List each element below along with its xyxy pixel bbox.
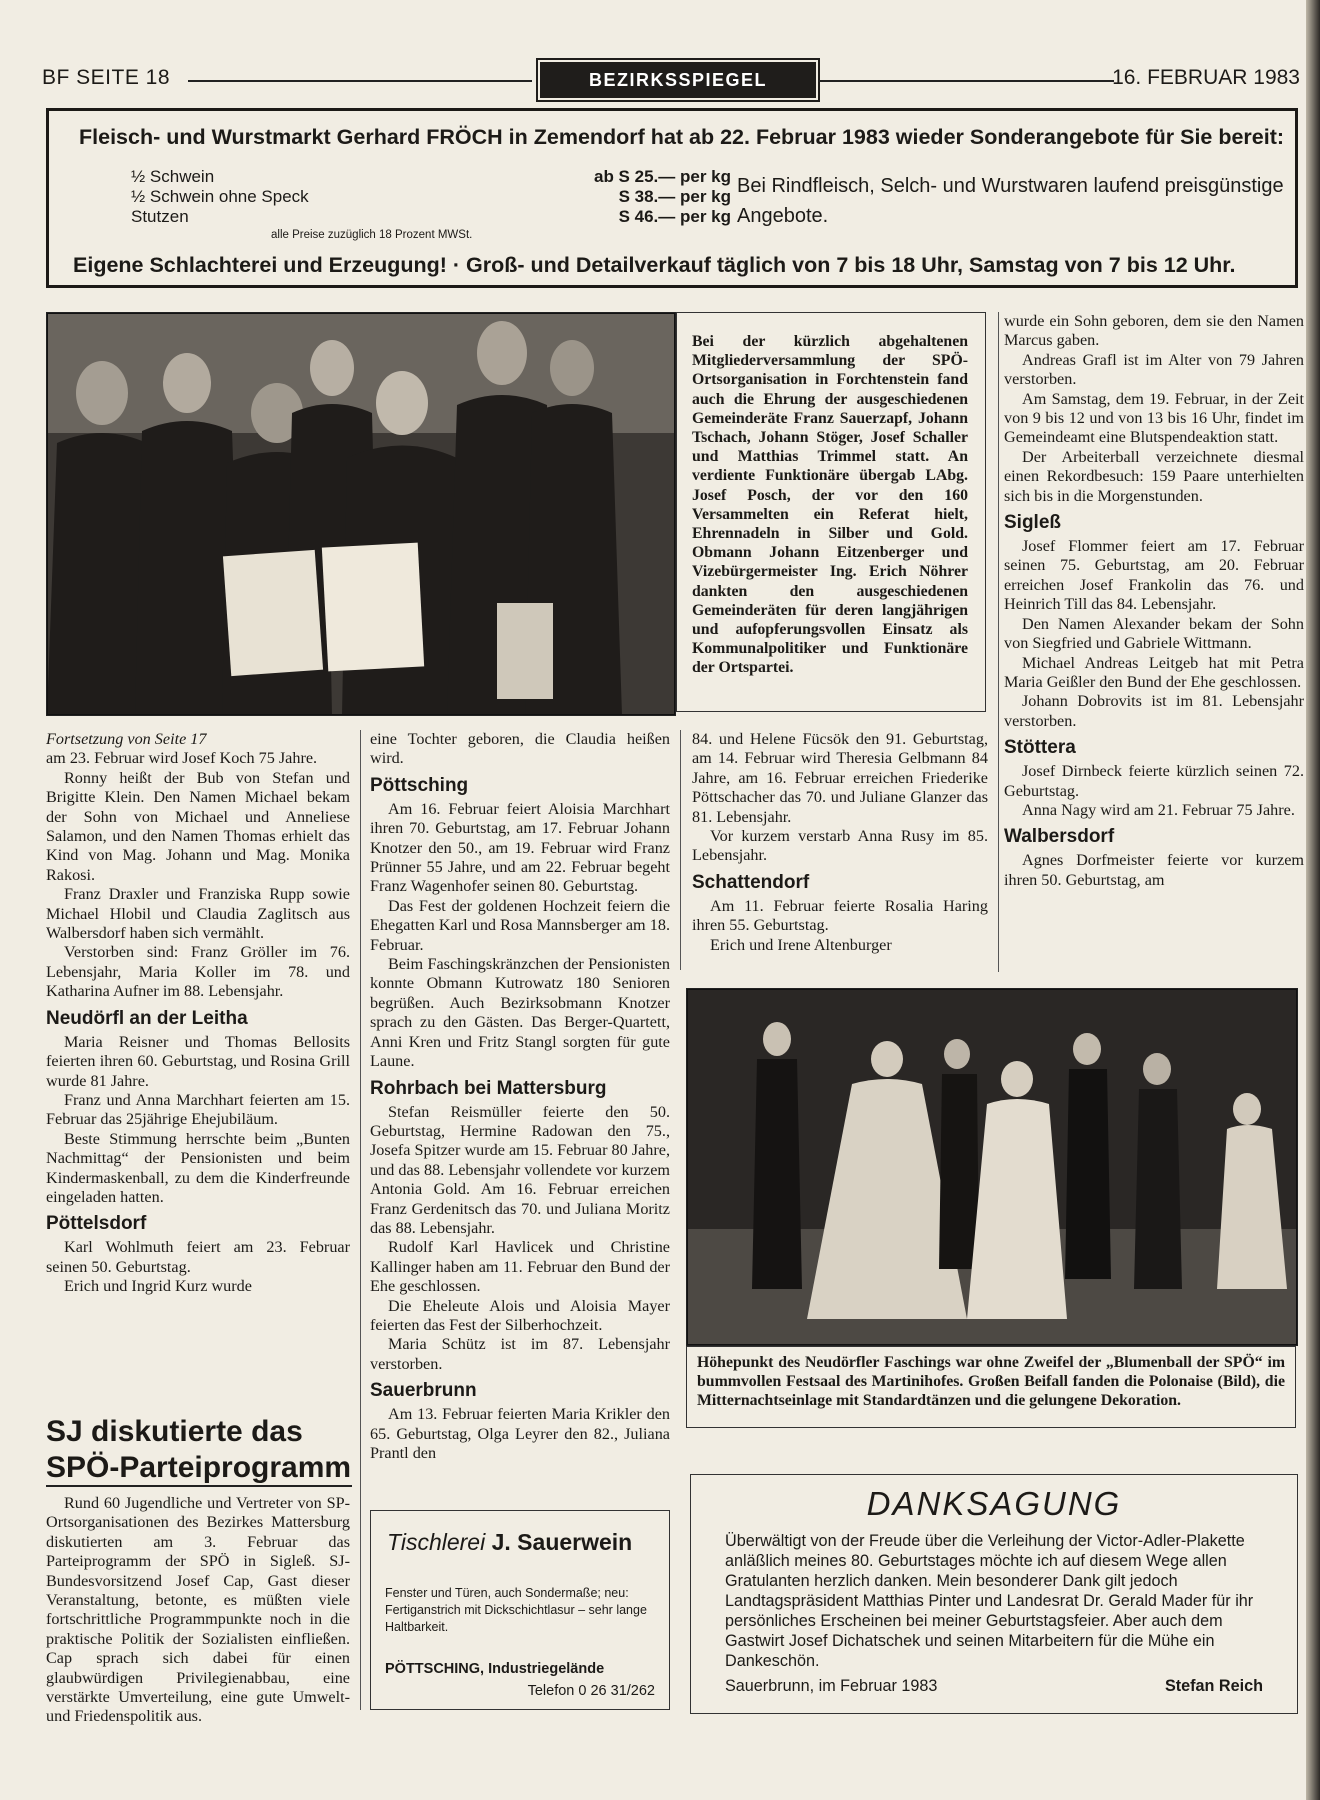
butcher-ad-offer: Bei Rindfleisch, Selch- und Wurstwaren laufend preisgünstige Angebote. [737, 175, 1284, 227]
paragraph: Am 16. Februar feiert Aloisia Marchhart ihren 70. Geburtstag, am 17. Februar Johann Knotzer den 50., am 19. Februar wird Franz Prünner 55 Jahre, und am 22. Februar begeht Franz Wagenhofer seinen 80. Geburtstag. [370, 799, 670, 896]
paragraph: Michael Andreas Leitgeb hat mit Petra Maria Geißler den Bund der Ehe geschlossen. [1004, 653, 1304, 691]
article-sj [46, 1494, 350, 1727]
paragraph: Anna Nagy wird am 21. Februar 75 Jahre. [1022, 800, 1295, 819]
carpentry-name [387, 1529, 632, 1556]
paragraph: Andreas Grafl ist im Alter von 79 Jahren verstorben. [1004, 350, 1304, 389]
paragraph: Franz Draxler und Franziska Rupp sowie Michael Hlobil und Claudia Zaglitsch aus Walbersdorf haben sich vermählt. [46, 885, 350, 943]
paragraph: Ronny heißt der Bub von Stefan und Brigitte Klein. Den Namen Michael bekam der Sohn von Michael und Anneliese Salamon, und den Namen Thomas erhielt das Kind von Mag. Johann und Mag. Monika Rakosi. [46, 768, 350, 884]
continuation-note: Fortsetzung von Seite 17 [46, 730, 207, 748]
section-heading: Stöttera [1004, 737, 1076, 759]
price-item-name: ½ Schwein ohne Speck [131, 187, 309, 206]
photo-polonaise-ball [686, 988, 1298, 1346]
section-heading: Sauerbrunn [370, 1380, 477, 1402]
header-rule-left [188, 80, 532, 82]
paragraph: Beste Stimmung herrschte beim „Bunten Nachmittag“ der Pensionisten und beim Kindermaskenball, zu dem die Kinderfreunde eingeladen hatten. [46, 1129, 350, 1206]
thank-you-notice [690, 1474, 1298, 1714]
price-item-price: S 46.— per kg [618, 207, 731, 226]
carpentry-name-bold: J. Sauerwein [491, 1529, 633, 1555]
butcher-ad-headline: Fleisch- und Wurstmarkt Gerhard FRÖCH in Zemendorf hat ab 22. Februar 1983 wieder Sonderangebote für Sie bereit: [79, 125, 1285, 149]
section-heading: Sigleß [1004, 512, 1062, 534]
paragraph: Karl Wohlmuth feiert am 23. Februar seinen 50. Geburtstag. [46, 1238, 350, 1276]
paragraph: Josef Flommer feiert am 17. Februar seinen 75. Geburtstag, am 20. Februar erreichen Josef Frankolin das 76. und Heinrich Till das 84. Lebensjahr. [1004, 537, 1304, 614]
carpentry-ad [370, 1510, 670, 1710]
paragraph: am 23. Februar wird Josef Koch 75 Jahre. [46, 749, 318, 768]
section-heading: Rohrbach bei Mattersburg [370, 1077, 607, 1099]
paragraph: Verstorben sind: Franz Gröller im 76. Lebensjahr, Maria Koller im 78. und Katharina Aufner im 88. Lebensjahr. [46, 943, 350, 1001]
paragraph: Der Arbeiterball verzeichnete diesmal einen Rekordbesuch: 159 Paare unterhielten sich bis in die Morgenstunden. [1004, 447, 1304, 505]
article-headline: SJ diskutierte das SPÖ-Parteiprogramm [46, 1415, 352, 1484]
column-divider [680, 730, 681, 970]
photo-honouring-ceremony [46, 312, 676, 716]
column-2 [370, 730, 670, 1463]
section-heading: Pöttsching [370, 774, 469, 796]
paragraph: Beim Faschingskränzchen der Pensionisten konnte Obmann Kutrowatz 180 Senioren begrüßen. Auch Bezirksobmann Knotzer sprach zu den Gästen. Das Berger-Quartett, Anni Kren und Fritz Stangl sorgten für gute Laune. [370, 955, 670, 1071]
page-number: BF SEITE 18 [42, 66, 171, 89]
paragraph: Den Namen Alexander bekam der Sohn von Siegfried und Gabriele Wittmann. [1004, 614, 1304, 653]
paragraph: Am 13. Februar feierten Maria Krikler den 65. Geburtstag, Olga Leyrer den 82., Juliana Prantl den [370, 1405, 670, 1462]
paragraph: Josef Dirnbeck feierte kürzlich seinen 72. Geburtstag. [1004, 762, 1304, 800]
paragraph: Die Eheleute Alois und Aloisia Mayer feierten das Fest der Silberhochzeit. [370, 1296, 670, 1334]
paragraph: Am Samstag, dem 19. Februar, in der Zeit von 9 bis 12 und von 13 bis 16 Uhr, findet im Gemeindeamt eine Blutspendeaktion statt. [1004, 389, 1304, 447]
issue-date: 16. FEBRUAR 1983 [1112, 66, 1300, 89]
paragraph: Maria Reisner und Thomas Bellosits feierten ihren 60. Geburtstag, und Rosina Grill wurde 81 Jahre. [46, 1032, 350, 1090]
headline-rule [46, 1485, 352, 1487]
paragraph: wurde ein Sohn geboren, dem sie den Namen Marcus gaben. [1004, 312, 1304, 350]
butcher-ad [46, 108, 1298, 288]
carpentry-phone: Telefon 0 26 31/262 [527, 1683, 655, 1699]
butcher-ad-hours: Eigene Schlachterei und Erzeugung! · Groß- und Detailverkauf täglich von 7 bis 18 Uhr, Samstag von 7 bis 12 Uhr. [73, 253, 1236, 277]
section-heading: Pöttelsdorf [46, 1213, 147, 1235]
thank-you-signature: Stefan Reich [1164, 1677, 1263, 1695]
photo2-caption: Höhepunkt des Neudörfler Faschings war ohne Zweifel der „Blumenball der SPÖ“ im bummvollen Festsaal des Martinihofes. Großen Beifall fanden die Polonaise (Bild), die Mitternachtseinlage mit Standardtänzen und die gelungene Dekoration. [686, 1346, 1296, 1428]
paragraph: Erich und Irene Altenburger [710, 935, 892, 954]
paragraph: Am 11. Februar feierte Rosalia Haring ihren 55. Geburtstag. [692, 896, 988, 935]
thank-you-place: Sauerbrunn, im Februar 1983 [725, 1677, 938, 1695]
column-right-top [1004, 312, 1304, 890]
section-heading: Neudörfl an der Leitha [46, 1007, 248, 1029]
paragraph: Maria Schütz ist im 87. Lebensjahr verstorben. [370, 1335, 670, 1373]
paragraph: Das Fest der goldenen Hochzeit feiern die Ehegatten Karl und Rosa Mannsberger am 18. Februar. [370, 896, 670, 954]
carpentry-name-prefix: Tischlerei [387, 1529, 486, 1555]
paragraph: 84. und Helene Fücsök den 91. Geburtstag, am 14. Februar wird Theresia Gelbmann 84 Jahre, am 16. Februar erreichen Friederike Pöttschacher das 70. und Juliane Glanzer das 81. Lebensjahr. [692, 730, 988, 826]
paragraph: Johann Dobrovits ist im 81. Lebensjahr verstorben. [1004, 692, 1304, 730]
column-divider [360, 730, 361, 1710]
paragraph: Rudolf Karl Havlicek und Christine Kallinger haben am 11. Februar den Bund der Ehe geschlossen. [370, 1238, 670, 1296]
paragraph: eine Tochter geboren, die Claudia heißen wird. [370, 730, 670, 768]
photo1-caption: Bei der kürzlich abgehaltenen Mitgliederversammlung der SPÖ-Ortsorganisation in Forchtenstein fand auch die Ehrung der ausgeschiedenen Gemeinderäte Franz Sauerzapf, Johann Tschach, Johann Stöger, Josef Schaller und Matthias Trimmel statt. An verdiente Funktionäre übergab LAbg. Josef Posch, der vor den 160 Versammelten ein Referat hielt, Ehrennadeln in Silber und Gold. Obmann Johann Eitzenberger und Vizebürgermeister Ing. Erich Nöhrer dankten den ausgeschiedenen Gemeinderäten für deren langjährigen und aufopferungsvollen Einsatz als Kommunalpolitiker und Funktionäre der Ortspartei. [692, 333, 968, 677]
section-title: BEZIRKSSPIEGEL [540, 62, 816, 98]
thank-you-title: DANKSAGUNG [866, 1485, 1122, 1522]
paragraph: Erich und Ingrid Kurz wurde [64, 1277, 252, 1296]
section-heading: Walbersdorf [1004, 826, 1115, 848]
column-divider [998, 312, 999, 972]
price-item-price: ab S 25.— per kg [594, 167, 731, 186]
paragraph: Rund 60 Jugendliche und Vertreter von SP-Ortsorganisationen des Bezirkes Mattersburg diskutierten am 3. Februar das Parteiprogramm der SPÖ in Sigleß. SJ-Bundesvorsitzend Josef Cap, Gast dieser Veranstaltung, betonte, es müßten viele fortschrittliche Programmpunkte noch in die praktische Politik der Sozialisten einfließen. Cap sprach sich dabei für einen glaubwürdigen Privilegienabbau, eine verstärkte Umverteilung, eine gute Umwelt- und Friedenspolitik aus. [46, 1494, 350, 1726]
price-item-name: Stutzen [131, 207, 189, 226]
price-item-name: ½ Schwein [131, 167, 215, 186]
vat-note: alle Preise zuzüglich 18 Prozent MWSt. [271, 229, 473, 241]
thank-you-body: Überwältigt von der Freude über die Verleihung der Victor-Adler-Plakette anläßlich meines 80. Geburtstages möchte ich auf diesem Wege allen Gratulanten herzlich danken. Mein besonderer Dank gilt jedoch Landtagspräsident Matthias Pinter und Landesrat Dr. Gerald Mader für ihr persönliches Erscheinen bei meiner Geburtstagsfeier. Aber auch dem Gastwirt Josef Dichatschek und seinen Mitarbeitern für die Mühe ein Dankeschön. [725, 1532, 1254, 1670]
column-3 [692, 730, 988, 955]
paragraph: Stefan Reismüller feierte den 50. Geburtstag, Hermine Radowan den 75., Josefa Spitzer wurde am 15. Februar 80 Jahre, und das 88. Lebensjahr vollendete vor kurzem Antonia Gold. Am 16. Februar erreichen Franz Gerdenitsch das 70. und Juliana Moritz das 88. Lebensjahr. [370, 1102, 670, 1237]
carpentry-desc: Fenster und Türen, auch Sondermaße; neu: Fertiganstrich mit Dickschichtlasur – sehr lange Haltbarkeit. [385, 1586, 647, 1634]
header-rule-right [818, 80, 1114, 82]
paragraph: Franz und Anna Marchhart feierten am 15. Februar das 25jährige Ehejubiläum. [46, 1090, 350, 1129]
paragraph: Vor kurzem verstarb Anna Rusy im 85. Lebensjahr. [692, 827, 988, 865]
column-1 [46, 730, 350, 1297]
carpentry-address: PÖTTSCHING, Industriegelände [385, 1661, 605, 1677]
section-heading: Schattendorf [692, 871, 810, 893]
paragraph: Agnes Dorfmeister feierte vor kurzem ihren 50. Geburtstag, am [1004, 851, 1304, 889]
price-item-price: S 38.— per kg [618, 187, 731, 206]
scan-edge [1306, 0, 1320, 1800]
